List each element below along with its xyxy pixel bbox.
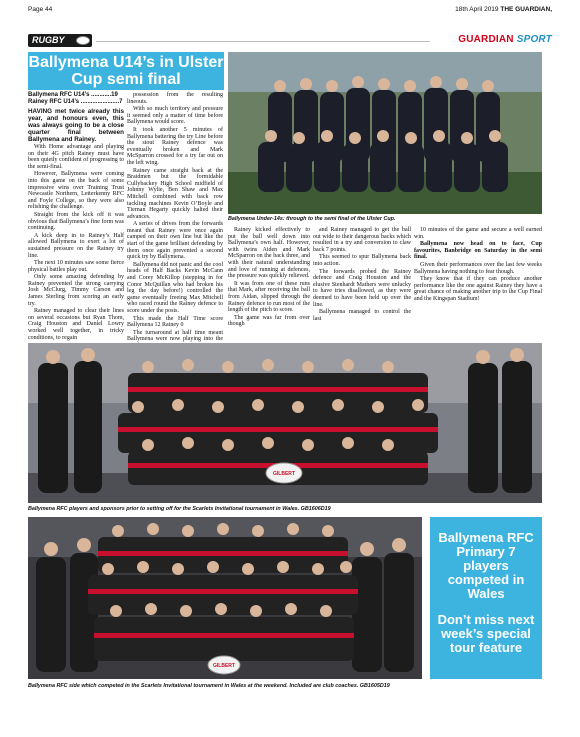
article-paragraph: They know that if they can produce another performance like the one against Rainey they have a great chance of making another trip to the Cup Final and the Kingspan Stadium! xyxy=(414,276,542,302)
issue-date: 18th April 2019 THE GUARDIAN, xyxy=(455,6,552,13)
article-paragraph: Given their performances over the last few weeks Ballymena having nothing to fear though. xyxy=(414,261,542,275)
article-paragraph: It was from one of these runs that Mark, after receiving the ball from Aidan, slipped through the Rainey defence to run most of the length of the pitch to score. xyxy=(228,280,310,314)
article-paragraph: With Home advantage and playing on their 4G pitch Rainey must have been quietly confident of progressing to the semi-final. xyxy=(28,144,124,170)
section-banner xyxy=(28,34,552,48)
promo-teaser: Don’t miss next week’s special tour feature xyxy=(437,612,535,655)
page-header xyxy=(28,6,552,16)
section-divider xyxy=(96,41,430,42)
article-headline: Ballymena U14’s in Ulster Cup semi final xyxy=(28,54,224,88)
article-paragraph: and Rainey managed to get the ball out wide to their dangerous backs which resulted in a try and conversion to claw back 7 points. xyxy=(313,227,411,253)
article-paragraph: A kick deep in to Rainey’s Half allowed Ballymena to exert a lot of sustained pressure on the Rainey try line. xyxy=(28,232,124,259)
article-paragraph: Rainey came straight back at the Braidmen but the formidable Cullybackey High School midfield of Johnny Wylie, Ben Shaw and Max Mitchell combined with back row tackling machines Kevin O’Boyle and Tiernan Hegarty quickly halted their advances. xyxy=(127,167,223,220)
article-paragraph: This seemed to spur Ballymena back into action. xyxy=(313,254,411,267)
article-paragraph: However, Ballymena were coming into this game on the back of some impressive wins over Training Trust Newcastle Northern, Letterkenny RFC and Foyle College, so they were also relishing the challenge. xyxy=(28,171,124,211)
score-line: Rainey RFC U14’s .......................7 xyxy=(28,99,123,105)
article-paragraph: Rainey kicked effectively to put the ball well down into Ballymena’s own half. However, with twins Aiden and Mark McSparron on the back three, and with their natural understanding and love of running at defences, the pressure was quickly relieved. xyxy=(228,227,310,280)
article-paragraph: The next 10 minutes saw some fierce physical battles play out. xyxy=(28,260,124,273)
article-paragraph: With so much territory and pressure it seemed only a matter of time before Ballymena would score. xyxy=(127,106,223,126)
article-paragraph: Ballymena did not panic and the cool heads of Half Backs Kevin McCann and Corey McKillop (stepping in for Conor McQuillan who had broken his leg the day before!) controlled the game eventually freeing Max Mitchell who raced round the Rainey defence to score under the posts. xyxy=(127,261,223,314)
article-paragraph: Rainey managed to clear their lines on several occasions but Ryan Thom, Craig Houston and Daniel Lowry worked well together, in tricky conditions, to regain xyxy=(28,308,124,341)
photo-caption: Ballymena Under-14s: through to the semi final of the Ulster Cup. xyxy=(228,216,396,222)
article-column-2 xyxy=(127,92,223,343)
section-tag: RUGBY xyxy=(28,34,92,47)
team-photo-u14 xyxy=(228,52,542,214)
ball-label: GILBERT xyxy=(273,471,295,477)
promo-headline: Ballymena RFC Primary 7 players competed in Wales xyxy=(438,530,534,601)
article-column-3 xyxy=(228,227,310,340)
article-column-4 xyxy=(313,227,411,340)
article-paragraph: The turnaround at half time meant Ballymena were now playing into the xyxy=(127,329,223,343)
photo-caption: Ballymena RFC side which competed in the Scarlets Invitational tournament in Wales at the weekend. Included are club coaches. GB1605D19 xyxy=(28,683,390,689)
rugby-ball-icon xyxy=(76,36,90,45)
article-paragraph: This made the Half Time score Ballymena 12 Rainey 0 xyxy=(127,315,223,329)
score-lines xyxy=(28,92,128,106)
article-paragraph: possession from the resulting lineouts. xyxy=(127,92,223,105)
article-paragraph: Ballymena now head on to face, Cup favourites, Banbridge on Saturday in the semi final. xyxy=(414,241,542,261)
page-number: Page 44 xyxy=(28,6,53,13)
article-paragraph: The forwards probed the Rainey defence and Craig Houston and the elusive Stenhardt Mathers were unlucky to have tries disallowed, as they were deemed to have been held up over the line. xyxy=(313,268,411,308)
players-sponsors-photo xyxy=(28,343,542,503)
brand-logo: GUARDIAN SPORT xyxy=(458,34,552,45)
squad-coaches-photo xyxy=(28,517,422,679)
photo-caption: Ballymena RFC players and sponsors prior to setting off for the Scarlets Invitational tournament in Wales. GB1606D19 xyxy=(28,506,331,512)
article-paragraph: Straight from the kick off it was obvious that Ballymena’s fine form was continuing. xyxy=(28,211,124,232)
article-paragraph: 10 minutes of the game and secure a well earned win. xyxy=(414,227,542,240)
article-paragraph: Only some amazing defending by Rainey prevented the strong carrying Josh McClurg, Timmy Carson and James Sterling from scoring an early try. xyxy=(28,274,124,307)
article-paragraph: A series of drives from the forwards meant that Rainey were once again camped on their own line but like the start of the game brilliant defending by them once again prevented a second quick try by Ballymena. xyxy=(127,221,223,261)
article-paragraph: It took another 5 minutes of Ballymena battering the try Line before the stout Rainey defence was eventually broken and Mark McSparron crossed for a try far out on the left wing. xyxy=(127,126,223,166)
ball-label: GILBERT xyxy=(213,663,235,669)
article-column-1 xyxy=(28,108,124,340)
score-line: Ballymena RFC U14’s ............19 xyxy=(28,92,118,98)
article-paragraph: The game was far from over though xyxy=(228,314,310,328)
promo-box xyxy=(430,517,542,679)
article-column-5 xyxy=(414,227,542,340)
article-lead: HAVING met twice already this year, and honours even, this was always going to be a close quarter final between Ballymena and Rainey. xyxy=(28,108,124,143)
article-paragraph: Ballymena managed to control the last xyxy=(313,309,411,322)
